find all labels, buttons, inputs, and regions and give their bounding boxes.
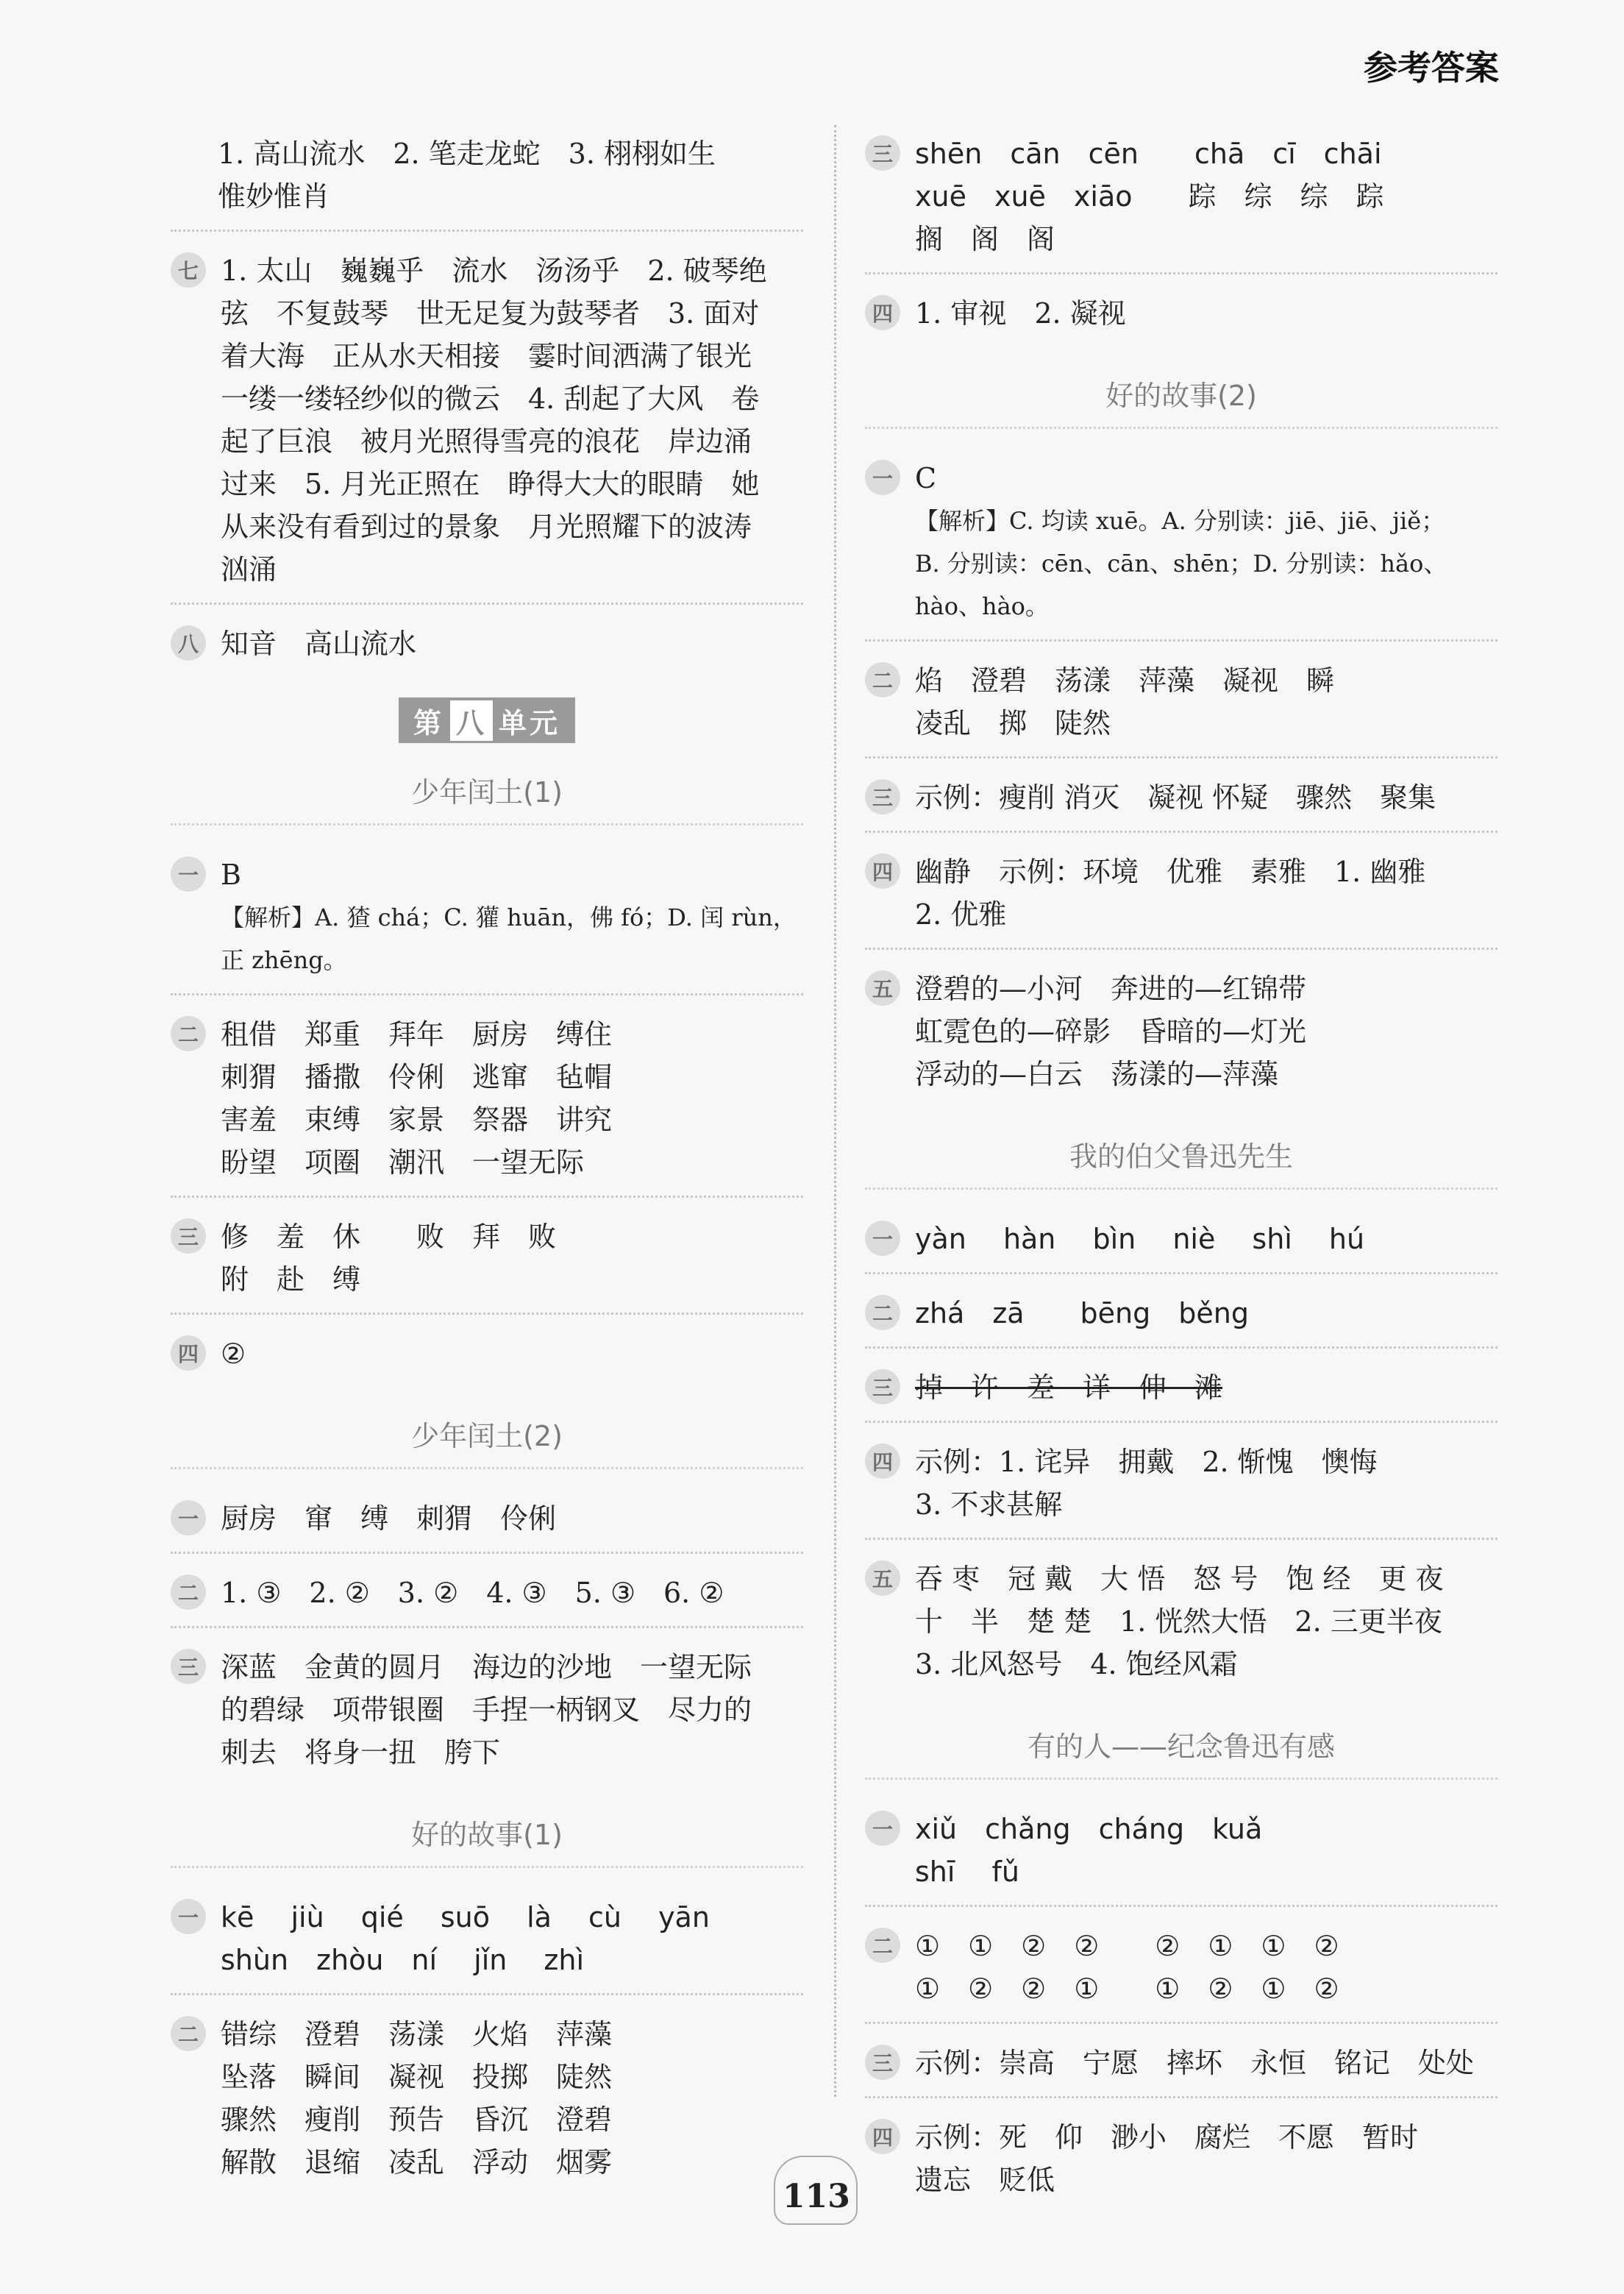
section-title: 少年闰土(2) bbox=[171, 1413, 803, 1469]
answer-line: 厨房 窜 缚 刺猬 伶俐 bbox=[221, 1502, 557, 1535]
answer-block bbox=[865, 125, 1497, 274]
answer-line: 骤然 瘦削 预告 昏沉 澄碧 bbox=[221, 2103, 613, 2136]
answer-line: xuē xuē xiāo 踪 综 综 踪 bbox=[915, 180, 1384, 213]
answer-line: 坠落 瞬间 凝视 投掷 陡然 bbox=[221, 2061, 613, 2093]
answer-line: shēn cān cēn chā cī chāi bbox=[915, 138, 1382, 170]
answer-line: 遗忘 贬低 bbox=[915, 2164, 1055, 2196]
answer-line: kē jiù qié suō là cù yān bbox=[221, 1901, 710, 1933]
answer-block bbox=[865, 1433, 1497, 1540]
answer-line: 修 羞 休 败 拜 败 bbox=[221, 1221, 557, 1253]
question-number-badge: 四 bbox=[865, 2119, 900, 2154]
answer-block bbox=[171, 1564, 803, 1628]
answer-line: xiǔ chǎng cháng kuǎ bbox=[915, 1813, 1263, 1845]
answer-line: 1. 审视 2. 凝视 bbox=[915, 297, 1126, 330]
answer-block bbox=[865, 1359, 1497, 1423]
question-number-badge: 三 bbox=[865, 779, 900, 814]
question-number-badge: 二 bbox=[865, 1295, 900, 1330]
question-number-badge: 二 bbox=[865, 662, 900, 697]
right-column bbox=[865, 125, 1497, 2223]
answer-line: 搁 阁 阁 bbox=[915, 223, 1055, 255]
answer-line: 掉 许 差 详 伸 滩 bbox=[915, 1371, 1223, 1404]
answer-line: 从来没有看到过的景象 月光照耀下的波涛 bbox=[221, 511, 752, 543]
question-number-badge: 三 bbox=[171, 1649, 206, 1684]
question-number-badge: 七 bbox=[171, 252, 206, 288]
section-title: 少年闰土(1) bbox=[171, 770, 803, 825]
answer-line: 3. 不求甚解 bbox=[915, 1488, 1063, 1521]
answer-block bbox=[171, 1006, 803, 1198]
unit-banner-suffix: 单元 bbox=[499, 706, 561, 739]
answer-block bbox=[865, 1285, 1497, 1349]
answer-line: 知音 高山流水 bbox=[221, 628, 417, 660]
answer-line: 3. 北风怒号 4. 饱经风霜 bbox=[915, 1648, 1238, 1680]
answer-line: 示例：崇高 宁愿 摔坏 永恒 铭记 处处 bbox=[915, 2047, 1475, 2079]
analysis-line: 【解析】C. 均读 xuē。A. 分别读：jiē、jiē、jiě； bbox=[915, 507, 1445, 535]
header-title: 参考答案 bbox=[1364, 48, 1499, 88]
unit-banner-number: 八 bbox=[450, 700, 493, 741]
question-number-badge: 三 bbox=[865, 2045, 900, 2080]
answer-line: 1. 太山 巍巍乎 流水 汤汤乎 2. 破琴绝 bbox=[221, 255, 767, 287]
column-divider bbox=[834, 125, 836, 2097]
question-number-badge: 五 bbox=[865, 970, 900, 1006]
answer-line: shī fǔ bbox=[915, 1856, 1019, 1888]
answer-line: 示例：瘦削 消灭 凝视 怀疑 骤然 聚集 bbox=[915, 781, 1436, 814]
question-number-badge: 二 bbox=[171, 1016, 206, 1051]
answer-block bbox=[171, 615, 803, 677]
answer-line: 焰 澄碧 荡漾 萍藻 凝视 瞬 bbox=[915, 664, 1335, 697]
analysis-line: B. 分别读：cēn、cān、shēn；D. 分别读：hǎo、 bbox=[915, 550, 1447, 578]
answer-line: 一缕一缕轻纱似的微云 4. 刮起了大风 卷 bbox=[221, 383, 760, 415]
answer-block bbox=[865, 2109, 1497, 2213]
question-number-badge: 二 bbox=[171, 2016, 206, 2051]
question-number-badge: 五 bbox=[865, 1560, 900, 1596]
question-number-badge: 一 bbox=[171, 1500, 206, 1535]
page-number: 113 bbox=[783, 2178, 850, 2215]
answer-block bbox=[865, 843, 1497, 950]
section-title: 好的故事(2) bbox=[865, 373, 1497, 429]
answer-block bbox=[865, 652, 1497, 759]
answer-line: 租借 郑重 拜年 厨房 缚住 bbox=[221, 1018, 613, 1051]
answer-line: 浮动的—白云 荡漾的—萍藻 bbox=[915, 1058, 1279, 1090]
answer-line: 示例：1. 诧异 拥戴 2. 惭愧 懊悔 bbox=[915, 1446, 1378, 1478]
question-number-badge: 二 bbox=[171, 1574, 206, 1610]
answer-line: 刺去 将身一扭 胯下 bbox=[221, 1736, 501, 1769]
question-number-badge: 三 bbox=[171, 1218, 206, 1254]
answer-line: 着大海 正从水天相接 霎时间洒满了银光 bbox=[221, 340, 752, 372]
question-number-badge: 八 bbox=[171, 625, 206, 661]
answer-block bbox=[865, 1550, 1497, 1697]
answer-block bbox=[865, 769, 1497, 833]
answer-line: 示例：死 仰 渺小 腐烂 不愿 暂时 bbox=[915, 2121, 1419, 2153]
answer-line: 盼望 项圈 潮汛 一望无际 bbox=[221, 1146, 585, 1179]
section-title: 有的人——纪念鲁迅有感 bbox=[865, 1724, 1497, 1780]
answer-block bbox=[171, 1638, 803, 1786]
answer-block bbox=[865, 960, 1497, 1107]
answer-line: shùn zhòu ní jǐn zhì bbox=[221, 1944, 585, 1976]
answer-line: 2. 优雅 bbox=[915, 898, 1007, 931]
answer-line: 弦 不复鼓琴 世无足复为鼓琴者 3. 面对 bbox=[221, 297, 760, 330]
answer-line: 错综 澄碧 荡漾 火焰 萍藻 bbox=[221, 2018, 613, 2050]
answer-line: zhá zā bēng běng bbox=[915, 1297, 1249, 1329]
answer-line: 深蓝 金黄的圆月 海边的沙地 一望无际 bbox=[221, 1651, 752, 1683]
question-number-badge: 四 bbox=[171, 1335, 206, 1371]
unit-banner bbox=[399, 697, 575, 743]
answer-line: 凌乱 掷 陡然 bbox=[915, 707, 1111, 739]
answer-block bbox=[171, 1325, 803, 1387]
answer-line: 吞 枣 冠 戴 大 悟 怒 号 饱 经 更 夜 bbox=[915, 1563, 1444, 1595]
answer-line: 澄碧的—小河 奔进的—红锦带 bbox=[915, 973, 1307, 1005]
answer-block bbox=[171, 1490, 803, 1554]
question-number-badge: 四 bbox=[865, 1443, 900, 1479]
answer-block bbox=[865, 1800, 1497, 1907]
analysis-line: 【解析】A. 猹 chá；C. 獾 huān，佛 fó；D. 闰 rùn， bbox=[221, 903, 797, 931]
question-number-badge: 一 bbox=[171, 856, 206, 892]
answer-line: yàn hàn bìn niè shì hú bbox=[915, 1223, 1365, 1255]
answer-line: 1. ③ 2. ② 3. ② 4. ③ 5. ③ 6. ② bbox=[221, 1577, 724, 1609]
answer-line: 起了巨浪 被月光照得雪亮的浪花 岸边涌 bbox=[221, 425, 752, 458]
answer-line: 惟妙惟肖 bbox=[218, 180, 330, 213]
answer-block bbox=[865, 1917, 1497, 2024]
question-number-badge: 三 bbox=[865, 135, 900, 171]
answer-line: 1. 高山流水 2. 笔走龙蛇 3. 栩栩如生 bbox=[218, 138, 716, 170]
answer-line: ② bbox=[221, 1338, 246, 1370]
answer-block bbox=[171, 2006, 803, 2195]
answer-block bbox=[865, 2034, 1497, 2098]
analysis-line: hào、hào。 bbox=[915, 592, 1049, 620]
question-number-badge: 一 bbox=[171, 1899, 206, 1934]
answer-block bbox=[865, 450, 1497, 642]
answer-line: B bbox=[221, 859, 241, 891]
answer-block bbox=[171, 242, 803, 605]
question-number-badge: 一 bbox=[865, 1221, 900, 1256]
answer-line: ① ② ② ① ① ② ① ② bbox=[915, 1972, 1339, 2005]
unit-banner-prefix: 第 bbox=[413, 706, 444, 739]
question-number-badge: 一 bbox=[865, 1811, 900, 1846]
answer-line: 十 半 楚 楚 1. 恍然大悟 2. 三更半夜 bbox=[915, 1605, 1442, 1638]
answer-block bbox=[865, 1210, 1497, 1274]
answer-block bbox=[171, 1889, 803, 1995]
question-number-badge: 四 bbox=[865, 853, 900, 889]
question-number-badge: 三 bbox=[865, 1369, 900, 1405]
answer-line: 刺猬 播撒 伶俐 逃窜 毡帽 bbox=[221, 1061, 613, 1093]
section-title: 我的伯父鲁迅先生 bbox=[865, 1134, 1497, 1190]
analysis-line: 正 zhēng。 bbox=[221, 946, 347, 974]
question-number-badge: 四 bbox=[865, 295, 900, 330]
answer-block bbox=[865, 285, 1497, 347]
answer-block bbox=[171, 125, 803, 232]
answer-block bbox=[171, 1208, 803, 1315]
left-column bbox=[171, 125, 803, 2206]
answer-line: 幽静 示例：环境 优雅 素雅 1. 幽雅 bbox=[915, 856, 1426, 888]
answer-line: 附 赴 缚 bbox=[221, 1263, 361, 1296]
answer-line: 解散 退缩 凌乱 浮动 烟雾 bbox=[221, 2146, 613, 2178]
answer-line: 的碧绿 项带银圈 手捏一柄钢叉 尽力的 bbox=[221, 1694, 752, 1726]
question-number-badge: 一 bbox=[865, 460, 900, 495]
answer-block bbox=[171, 846, 803, 995]
answer-line: 害羞 束缚 家景 祭器 讲究 bbox=[221, 1104, 613, 1136]
question-number-badge: 二 bbox=[865, 1928, 900, 1963]
answer-line: ① ① ② ② ② ① ① ② bbox=[915, 1930, 1339, 1962]
answer-line: 虹霓色的—碎影 昏暗的—灯光 bbox=[915, 1015, 1307, 1048]
section-title: 好的故事(1) bbox=[171, 1812, 803, 1868]
answer-line: C bbox=[915, 462, 937, 494]
answer-line: 汹涌 bbox=[221, 553, 277, 586]
answer-line: 过来 5. 月光正照在 睁得大大的眼睛 她 bbox=[221, 468, 760, 500]
